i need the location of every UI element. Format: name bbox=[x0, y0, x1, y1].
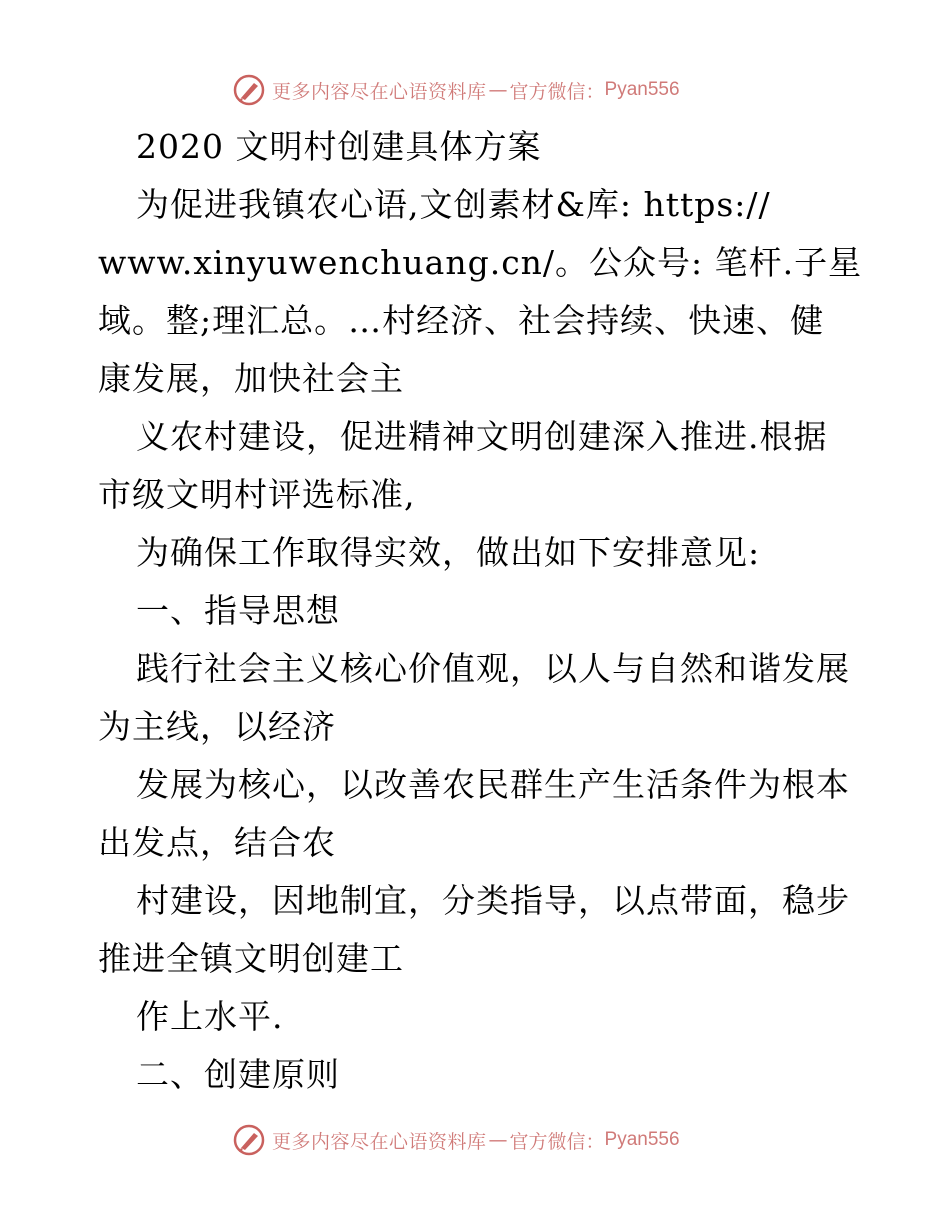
document-line: 义农村建设，促进精神文明创建深入推进.根据 bbox=[136, 417, 828, 456]
document-line: 为促进我镇农心语,文创素材&库: https:// bbox=[136, 185, 771, 224]
pen-logo-icon bbox=[232, 73, 266, 107]
document-line: 二、创建原则 bbox=[136, 1055, 340, 1094]
watermark-dash: — bbox=[488, 1129, 508, 1151]
document-line: 康发展，加快社会主 bbox=[98, 359, 404, 398]
footer-watermark bbox=[232, 1120, 680, 1160]
watermark-handle: Pyan556 bbox=[604, 79, 680, 100]
document-line: 2020 文明村创建具体方案 bbox=[136, 127, 542, 166]
document-line: 推进全镇文明创建工 bbox=[98, 939, 404, 978]
document-line: 作上水平. bbox=[136, 997, 284, 1036]
watermark-handle: Pyan556 bbox=[604, 1129, 680, 1150]
pen-logo-icon bbox=[232, 1123, 266, 1157]
document-line: 市级文明村评选标准, bbox=[98, 475, 416, 514]
watermark-text: 更多内容尽在心语资料库 bbox=[272, 1130, 487, 1153]
document-line: 为确保工作取得实效，做出如下安排意见: bbox=[136, 533, 761, 572]
document-line: 发展为核心，以改善农民群生产生活条件为根本 bbox=[136, 765, 850, 804]
document-line: 村建设，因地制宜，分类指导，以点带面，稳步 bbox=[136, 881, 850, 920]
watermark-contact-label: 官方微信： bbox=[509, 80, 605, 103]
watermark-dash: — bbox=[488, 79, 508, 101]
document-line: 为主线，以经济 bbox=[98, 707, 336, 746]
document-body bbox=[98, 118, 863, 1104]
watermark-contact-label: 官方微信： bbox=[509, 1130, 605, 1153]
document-line: 出发点，结合农 bbox=[98, 823, 336, 862]
document-line: 践行社会主义核心价值观，以人与自然和谐发展 bbox=[136, 649, 850, 688]
document-line: 一、指导思想 bbox=[136, 591, 340, 630]
document-line: 域。整;理汇总。…村经济、社会持续、快速、健 bbox=[98, 301, 825, 340]
document-line: www.xinyuwenchuang.cn/。公众号: 笔杆.子星 bbox=[98, 243, 863, 282]
header-watermark bbox=[232, 70, 680, 110]
watermark-text: 更多内容尽在心语资料库 bbox=[272, 80, 487, 103]
